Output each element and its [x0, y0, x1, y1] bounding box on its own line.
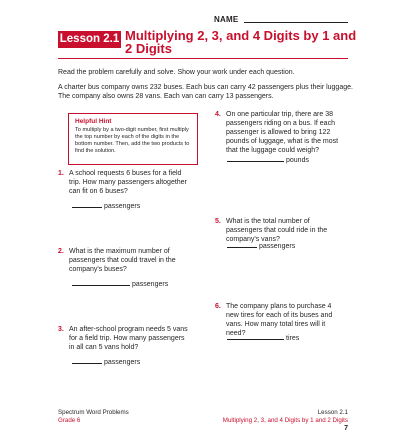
- answer-unit: pounds: [286, 157, 309, 164]
- answer-1: [72, 201, 140, 211]
- problem-context: A charter bus company owns 232 buses. Each bus can carry 42 passengers plus their luggage. The company also owns 28 vans. Each van can carry 13 passengers.: [58, 84, 353, 100]
- answer-unit: passengers: [132, 281, 169, 288]
- answer-blank[interactable]: [227, 241, 257, 248]
- answer-unit: tires: [286, 335, 300, 342]
- name-write-line[interactable]: [244, 22, 348, 23]
- answer-blank[interactable]: [72, 279, 130, 286]
- answer-unit: passengers: [104, 203, 141, 210]
- instructions: Read the problem carefully and solve. Show your work under each question.: [58, 69, 295, 76]
- question-number: 2.: [58, 248, 64, 255]
- answer-3: [72, 357, 140, 367]
- question-5: [215, 217, 345, 244]
- question-text: What is the maximum number of passengers that could travel in the company's buses?: [69, 248, 176, 273]
- question-number: 1.: [58, 170, 64, 177]
- hint-text: To multiply by a two-digit number, first multiply the top number by each of the digits in the bottom number. Then, add the two products to find the solution.: [75, 127, 190, 154]
- question-text: On one particular trip, there are 38 passengers riding on a bus. If each passenger is allowed to bring 122 pounds of luggage, what is the most that the luggage could weigh?: [226, 111, 339, 154]
- name-label: NAME: [214, 15, 239, 24]
- answer-unit: passengers: [104, 359, 141, 366]
- question-text: What is the total number of passengers that could ride in the company's vans?: [226, 218, 328, 243]
- answer-blank[interactable]: [72, 201, 102, 208]
- footer-lesson: Lesson 2.1: [317, 409, 348, 416]
- page-number: 7: [344, 425, 348, 432]
- answer-unit: passengers: [259, 243, 296, 250]
- answer-6: [227, 333, 299, 343]
- answer-blank[interactable]: [227, 333, 284, 340]
- footer-subtitle: Multiplying 2, 3, and 4 Digits by 1 and 2 Digits: [222, 417, 348, 424]
- question-4: [215, 110, 345, 155]
- lesson-badge: Lesson 2.1: [58, 31, 121, 48]
- title-divider: [58, 58, 348, 59]
- question-number: 4.: [215, 111, 221, 118]
- helpful-hint-box: [68, 113, 198, 165]
- answer-2: [72, 279, 168, 289]
- answer-blank[interactable]: [227, 155, 284, 162]
- question-number: 5.: [215, 218, 221, 225]
- grade-label: Grade 6: [58, 417, 81, 424]
- question-3: [58, 325, 188, 352]
- question-number: 3.: [58, 326, 64, 333]
- book-title: Spectrum Word Problems: [58, 409, 129, 416]
- question-number: 6.: [215, 303, 221, 310]
- question-text: The company plans to purchase 4 new tires for each of its buses and vans. How many total tires will it need?: [226, 303, 333, 337]
- footer-right: [223, 409, 348, 425]
- answer-4: [227, 155, 309, 165]
- question-2: [58, 247, 188, 274]
- question-1: [58, 169, 188, 196]
- footer-left: [58, 409, 129, 425]
- question-text: An after-school program needs 5 vans for a field trip. How many passengers in all can 5 vans hold?: [69, 326, 188, 351]
- lesson-title: Multiplying 2, 3, and 4 Digits by 1 and 2 Digits: [125, 28, 357, 56]
- answer-blank[interactable]: [72, 357, 102, 364]
- question-text: A school requests 6 buses for a field trip. How many passengers altogether can fit on 6 buses?: [69, 170, 187, 195]
- hint-title: Helpful Hint: [75, 118, 112, 125]
- answer-5: [227, 241, 295, 251]
